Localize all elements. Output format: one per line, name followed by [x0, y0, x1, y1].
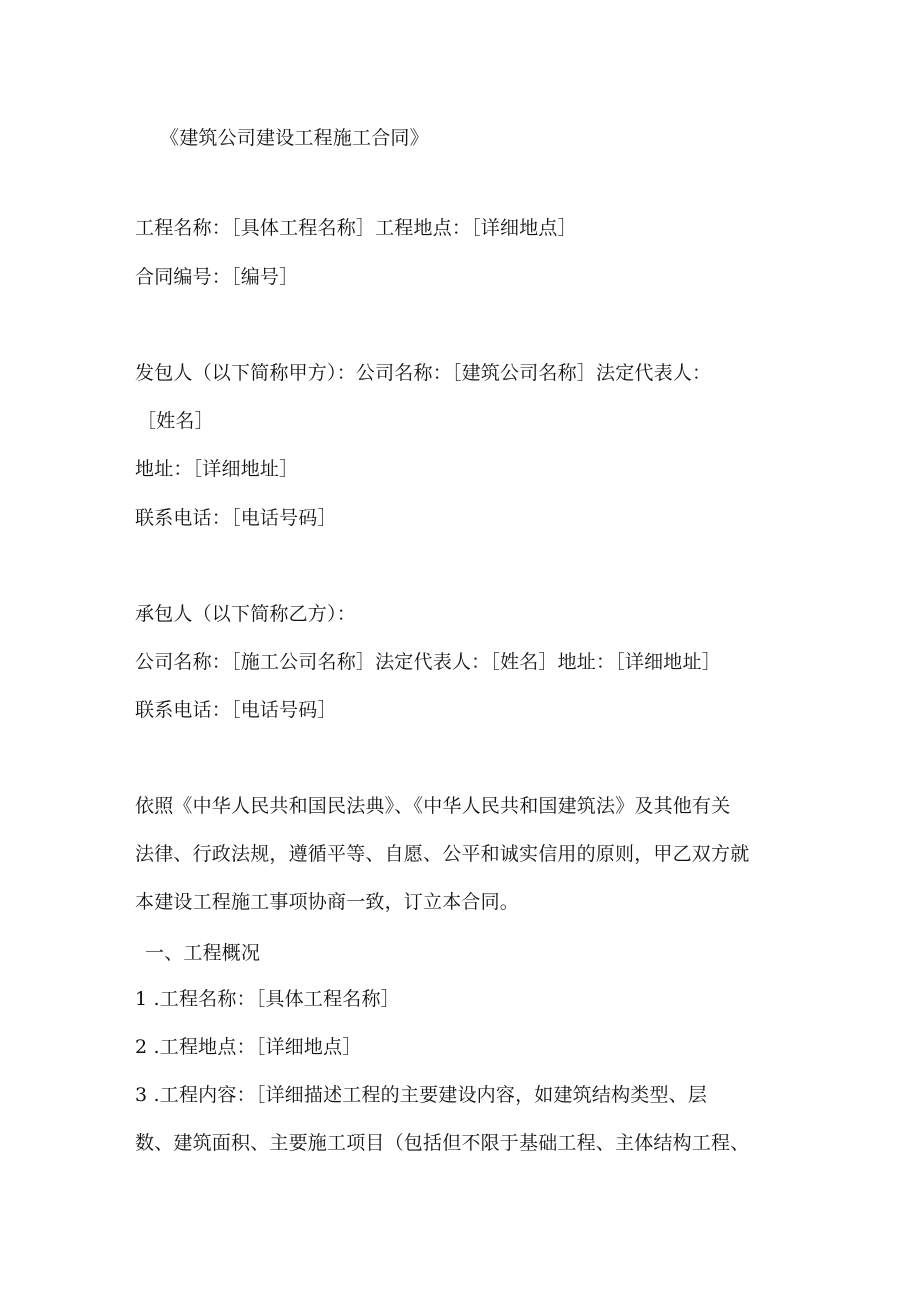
contract-title: 《建筑公司建设工程施工合同》 — [160, 127, 429, 149]
party-b-phone: 联系电话：［电话号码］ — [135, 699, 337, 721]
section-item-3-continued: 数、建筑面积、主要施工项目（包括但不限于基础工程、主体结构工程、 — [135, 1132, 750, 1154]
project-info-line: 工程名称：［具体工程名称］工程地点：［详细地点］ — [135, 217, 577, 239]
preamble-line-3: 本建设工程施工事项协商一致，订立本合同。 — [135, 891, 520, 913]
party-a-representative-name: ［姓名］ — [137, 410, 214, 432]
party-a-phone: 联系电话：［电话号码］ — [135, 507, 337, 529]
section-heading: 一、工程概况 — [145, 942, 261, 964]
preamble-line-2: 法律、行政法规，遵循平等、自愿、公平和诚实信用的原则，甲乙双方就 — [135, 843, 750, 865]
section-item-1: 1 .工程名称：［具体工程名称］ — [135, 988, 400, 1010]
preamble-line-1: 依照《中华人民共和国民法典》、《中华人民共和国建筑法》及其他有关 — [135, 795, 731, 817]
section-item-2: 2 .工程地点：［详细地点］ — [135, 1036, 362, 1058]
party-a-address: 地址：［详细地址］ — [135, 458, 299, 480]
party-b-heading: 承包人（以下简称乙方）： — [135, 603, 356, 625]
party-b-details: 公司名称：［施工公司名称］法定代表人：［姓名］地址：［详细地址］ — [135, 651, 721, 673]
contract-number-line: 合同编号：［编号］ — [135, 266, 299, 288]
section-item-3: 3 .工程内容：［详细描述工程的主要建设内容，如建筑结构类型、层 — [135, 1084, 708, 1106]
party-a-line: 发包人（以下简称甲方）：公司名称：［建筑公司名称］法定代表人： — [135, 362, 712, 384]
